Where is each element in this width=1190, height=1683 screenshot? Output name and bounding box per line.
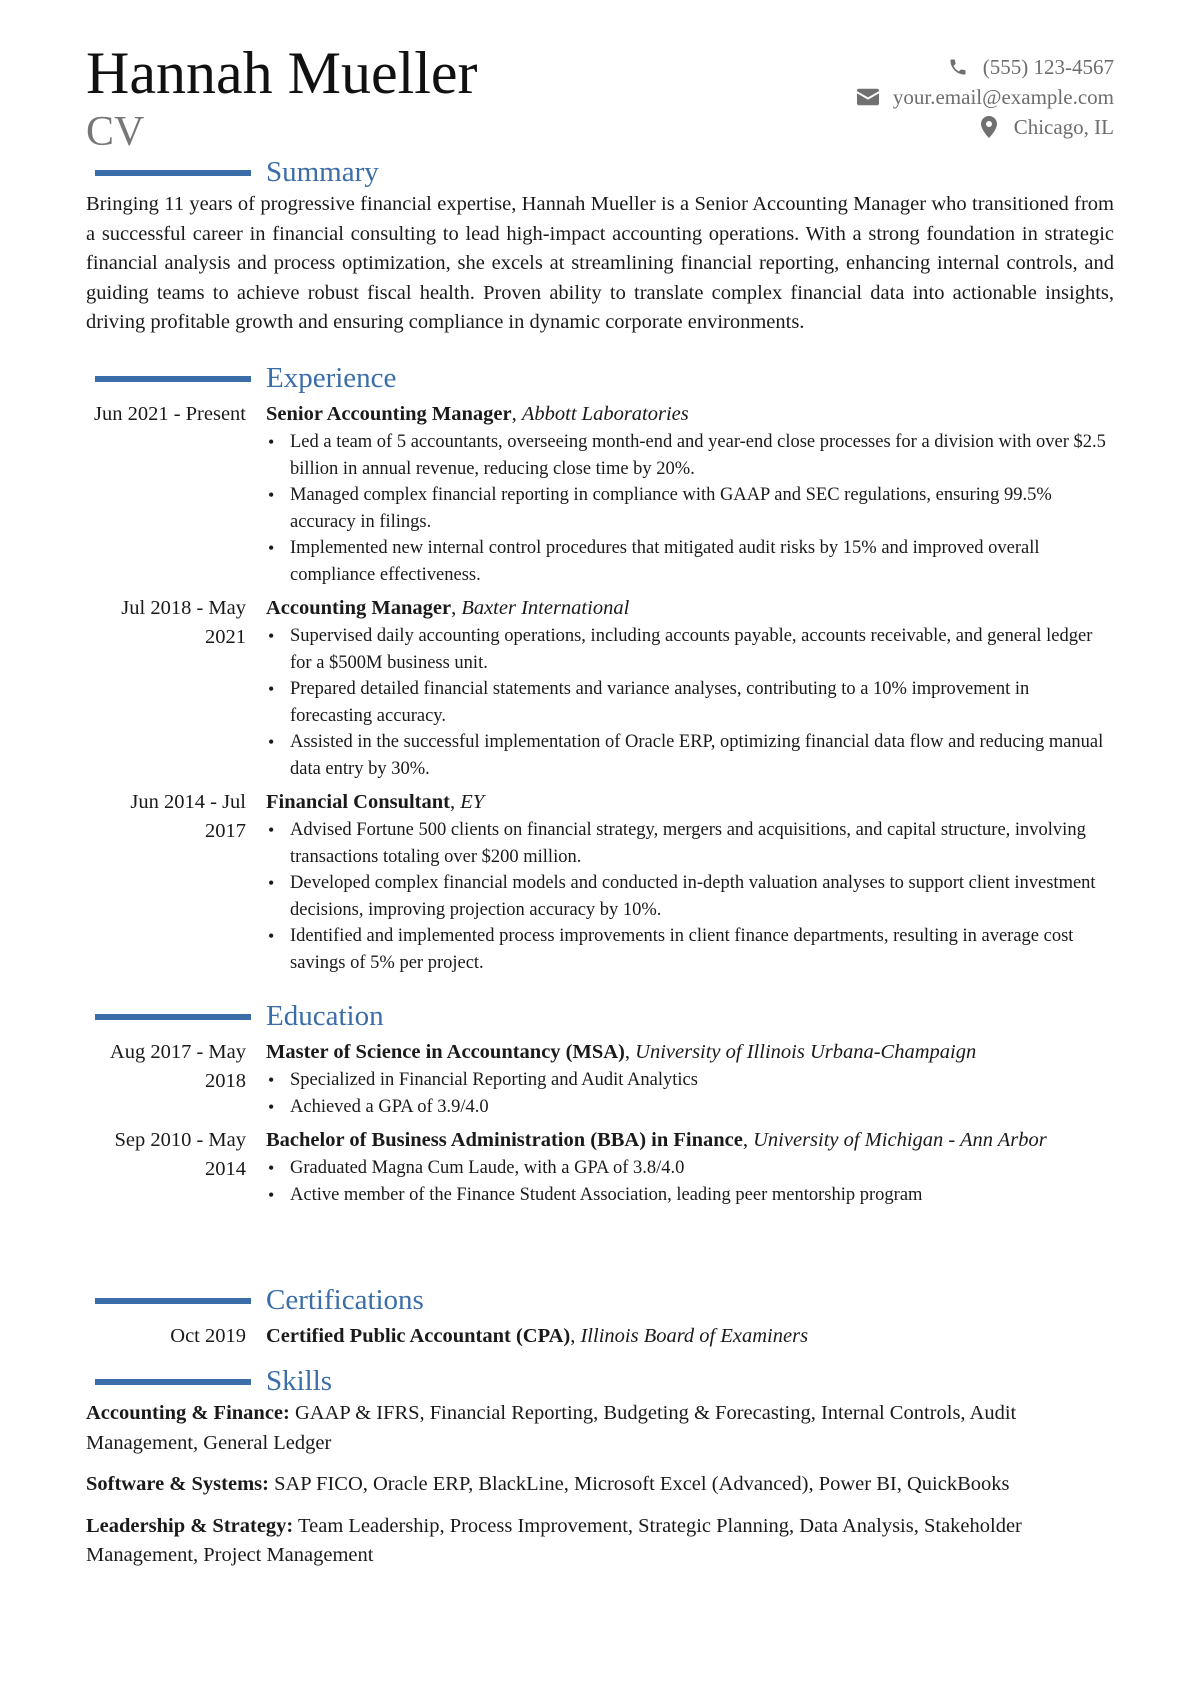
section-header [86, 998, 1114, 1034]
entry-role: Financial Consultant [266, 791, 450, 813]
skill-values: Team Leadership, Process Improvement, Strategic Planning, Data Analysis, Stakeholder Management, Project Management [86, 1514, 1022, 1566]
entry-issuer: Illinois Board of Examiners [580, 1325, 809, 1347]
section-title: Experience [266, 362, 397, 394]
section-title: Summary [266, 156, 379, 188]
experience-entry: Jun 2021 - Present Senior Accounting Manager, Abbott Laboratories • Led a team of 5 accountants, overseeing month-end and year-end close processes for a division with over $2.5 billion in annual revenue, reducing close time by 20%. • Managed complex financial reporting in compliance with GAAP and SEC regulations, ensuring 99.5% accuracy in filings. • Implemented new internal control procedures that mitigated audit risks by 15% and improved overall compliance effectiveness. [86, 400, 1114, 588]
entry-date: Jul 2018 - May 2021 [121, 597, 246, 648]
section-header [86, 1282, 1114, 1318]
entry-organization: Abbott Laboratories [521, 403, 689, 425]
list-item: • Led a team of 5 accountants, overseeing month-end and year-end close processes for a division with over $2.5 billion in annual revenue, reducing close time by 20%. [290, 429, 1108, 482]
list-item: • Assisted in the successful implementation of Oracle ERP, optimizing financial data flow and reducing manual data entry by 30%. [290, 729, 1108, 782]
section-header [86, 154, 1114, 190]
entry-degree: Bachelor of Business Administration (BBA) in Finance [266, 1129, 743, 1151]
section-title: Skills [266, 1365, 333, 1397]
section-rule [95, 376, 251, 382]
entry-date: Oct 2019 [170, 1325, 246, 1347]
education-section [86, 998, 1114, 1208]
certification-entry: Oct 2019 Certified Public Accountant (CPA), Illinois Board of Examiners [86, 1322, 1114, 1351]
entry-institution: University of Illinois Urbana-Champaign [635, 1041, 977, 1063]
skill-group [86, 1399, 1114, 1458]
summary-section [86, 154, 1114, 338]
summary-text: Bringing 11 years of progressive financial expertise, Hannah Mueller is a Senior Accounting Manager who transitioned from a successful career in financial consulting to lead high-impact accounting operations. With a strong foundation in strategic financial analysis and process optimization, she excels at streamlining financial reporting, enhancing internal controls, and guiding teams to achieve robust fiscal health. Proven ability to translate complex financial data into actionable insights, driving profitable growth and ensuring compliance in dynamic corporate environments. [86, 193, 1114, 333]
list-item: • Prepared detailed financial statements and variance analyses, contributing to a 10% improvement in forecasting accuracy. [290, 676, 1108, 729]
entry-degree: Master of Science in Accountancy (MSA) [266, 1041, 625, 1063]
entry-institution: University of Michigan - Ann Arbor [753, 1129, 1047, 1151]
contact-block [855, 52, 1114, 142]
entry-role: Senior Accounting Manager [266, 403, 512, 425]
entry-certification: Certified Public Accountant (CPA) [266, 1325, 571, 1347]
skill-label: Accounting & Finance: [86, 1402, 290, 1424]
education-entry: Aug 2017 - May 2018 Master of Science in Accountancy (MSA), University of Illinois Urbana-Champaign • Specialized in Financial Reporting and Audit Analytics • Achieved a GPA of 3.9/4.0 [86, 1038, 1114, 1120]
skill-label: Leadership & Strategy: [86, 1514, 294, 1537]
document-subtitle: CV [86, 109, 145, 155]
person-name: Hannah Mueller [86, 40, 478, 106]
skill-label: Software & Systems: [86, 1473, 269, 1495]
location-text: Chicago, IL [1013, 115, 1114, 139]
entry-organization: Baxter International [461, 597, 630, 619]
skills-section [86, 1363, 1114, 1583]
experience-section [86, 360, 1114, 976]
section-rule [95, 1298, 251, 1304]
email-text[interactable]: your.email@example.com [892, 85, 1114, 109]
experience-entry: Jun 2014 - Jul 2017 Financial Consultant, EY • Advised Fortune 500 clients on financial strategy, mergers and acquisitions, and capital structure, involving transactions totaling over $200 million. • Developed complex financial models and conducted in-depth valuation analyses to support client investment decisions, improving projection accuracy by 10%. • Identified and implemented process improvements in client finance departments, resulting in average cost savings of 5% per project. [86, 788, 1114, 976]
phone-text[interactable]: (555) 123-4567 [982, 55, 1114, 79]
education-entry: Sep 2010 - May 2014 Bachelor of Business Administration (BBA) in Finance, University of Michigan - Ann Arbor • Graduated Magna Cum Laude, with a GPA of 3.8/4.0 • Active member of the Finance Student Association, leading peer mentorship program [86, 1126, 1114, 1208]
list-item: • Identified and implemented process improvements in client finance departments, resulting in average cost savings of 5% per project. [290, 923, 1108, 976]
contact-email [855, 82, 1114, 112]
section-title: Certifications [266, 1284, 424, 1316]
envelope-icon [855, 88, 881, 106]
entry-organization: EY [460, 791, 485, 813]
contact-phone [855, 52, 1114, 82]
section-rule [95, 170, 251, 176]
section-rule [95, 1014, 251, 1020]
section-header [86, 1363, 1114, 1399]
contact-location [855, 112, 1114, 142]
skill-values: GAAP & IFRS, Financial Reporting, Budgeting & Forecasting, Internal Controls, Audit Management, General Ledger [86, 1402, 1017, 1454]
phone-icon [945, 57, 971, 77]
list-item: • Developed complex financial models and conducted in-depth valuation analyses to support client investment decisions, improving projection accuracy by 10%. [290, 870, 1108, 923]
map-pin-icon [976, 116, 1002, 138]
experience-entry: Jul 2018 - May 2021 Accounting Manager, Baxter International • Supervised daily accounting operations, including accounts payable, accounts receivable, and general ledger for a $500M business unit. • Prepared detailed financial statements and variance analyses, contributing to a 10% improvement in forecasting accuracy. • Assisted in the successful implementation of Oracle ERP, optimizing financial data flow and reducing manual data entry by 30%. [86, 594, 1114, 782]
list-item: • Advised Fortune 500 clients on financial strategy, mergers and acquisitions, and capital structure, involving transactions totaling over $200 million. [290, 817, 1108, 870]
section-title: Education [266, 1000, 384, 1032]
section-header [86, 360, 1114, 396]
entry-role: Accounting Manager [266, 597, 452, 619]
list-item: • Managed complex financial reporting in compliance with GAAP and SEC regulations, ensuring 99.5% accuracy in filings. [290, 482, 1108, 535]
entry-date: Aug 2017 - May 2018 [109, 1041, 246, 1092]
skill-group [86, 1512, 1114, 1571]
entry-date: Sep 2010 - May 2014 [114, 1129, 246, 1180]
list-item: • Specialized in Financial Reporting and Audit Analytics [290, 1067, 1108, 1094]
list-item: • Supervised daily accounting operations, including accounts payable, accounts receivable, and general ledger for a $500M business unit. [290, 623, 1108, 676]
list-item: • Implemented new internal control procedures that mitigated audit risks by 15% and improved overall compliance effectiveness. [290, 535, 1108, 588]
list-item: • Achieved a GPA of 3.9/4.0 [290, 1094, 1108, 1121]
section-rule [95, 1379, 251, 1385]
skill-group [86, 1470, 1114, 1500]
certifications-section [86, 1282, 1114, 1351]
list-item: • Graduated Magna Cum Laude, with a GPA of 3.8/4.0 [290, 1155, 1108, 1182]
entry-date: Jun 2021 - Present [93, 403, 246, 425]
skill-values: SAP FICO, Oracle ERP, BlackLine, Microsoft Excel (Advanced), Power BI, QuickBooks [274, 1473, 1010, 1495]
entry-date: Jun 2014 - Jul 2017 [130, 791, 246, 842]
list-item: • Active member of the Finance Student Association, leading peer mentorship program [290, 1182, 1108, 1209]
